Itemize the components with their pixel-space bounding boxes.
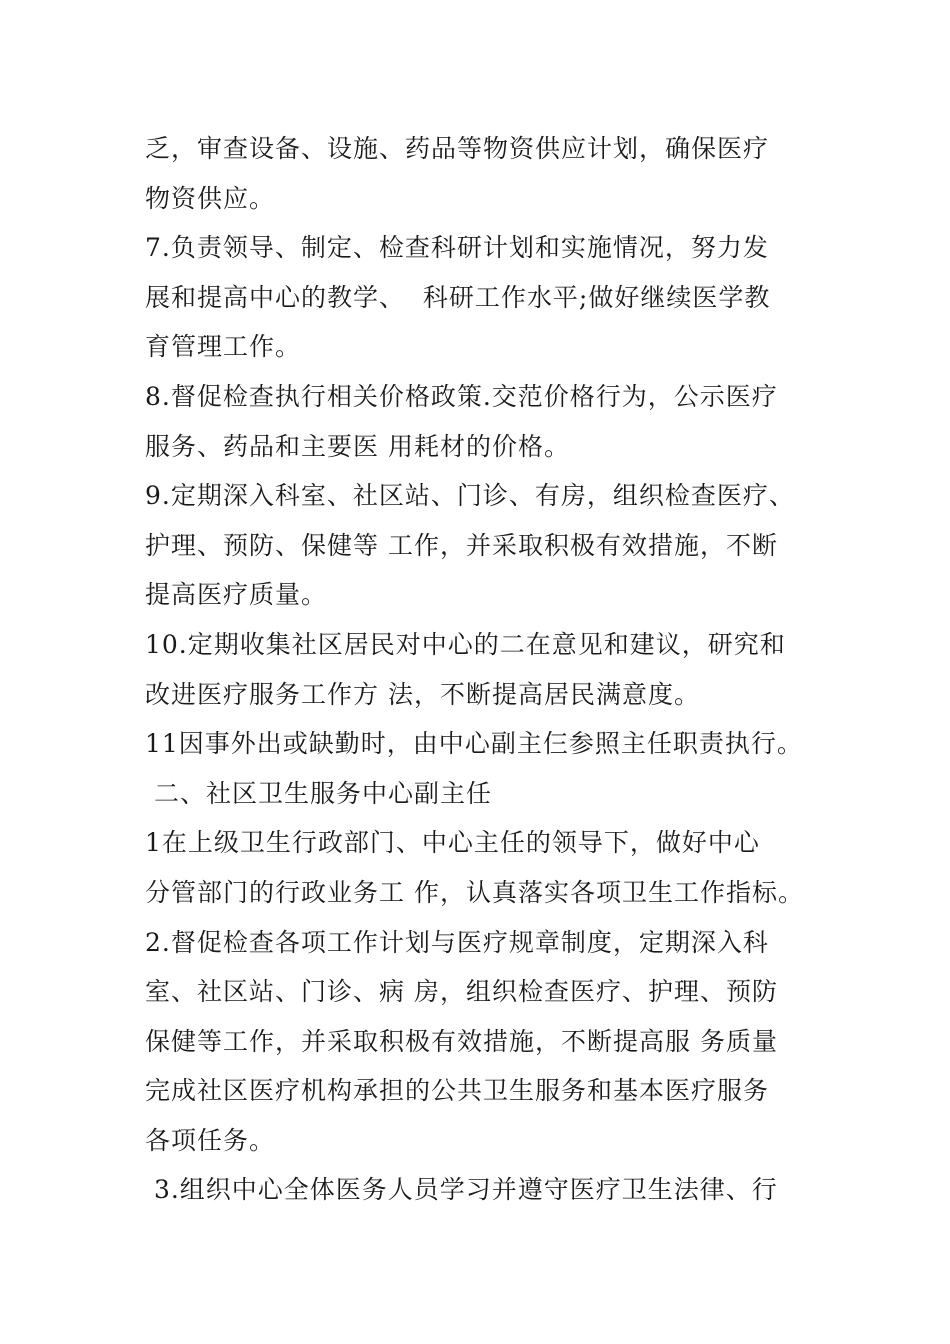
text-line: 1在上级卫生行政部门、中心主任的领导下，做好中心 <box>145 828 760 858</box>
text-line: 改进医疗服务工作方 法，不断提高居民满意度。 <box>145 679 700 709</box>
document-body <box>145 124 845 1215</box>
text-line: 2.督促检查各项工作计划与医疗规章制度，定期深入科 <box>145 927 769 957</box>
text-line: 各项任务。 <box>145 1125 276 1155</box>
text-line: 3.组织中心全体医务人员学习并遵守医疗卫生法律、行 <box>145 1175 778 1205</box>
text-line: 服务、药品和主要医 用耗材的价格。 <box>145 431 570 461</box>
text-line: 分管部门的行政业务工 作，认真落实各项卫生工作指标。 <box>145 877 804 907</box>
text-line: 9.定期深入科室、社区站、门诊、有房，组织检查医疗、 <box>145 481 795 511</box>
text-line: 11因事外出或缺勤时，由中心副主仨参照主任职责执行。 <box>145 729 803 759</box>
section-heading: 二、社区卫生服务中心副主任 <box>145 778 492 808</box>
text-line: 护理、预防、保健等 工作，并采取积极有效措施，不断 <box>145 530 778 560</box>
text-line: 7.负责领导、制定、检查科研计划和实施情况，努力发 <box>145 233 769 263</box>
text-line: 保健等工作，并采取积极有效措施，不断提高服 务质量 <box>145 1026 778 1056</box>
text-line: 展和提高中心的教学、 科研工作水平;做好继续医学教 <box>145 282 771 312</box>
text-line: 完成社区医疗机构承担的公共卫生服务和基本医疗服务 <box>145 1076 770 1106</box>
text-line: 室、社区站、门诊、病 房，组织检查医疗、护理、预防 <box>145 977 778 1007</box>
text-line: 8.督促检查执行相关价格政策.交范价格行为，公示医疗 <box>145 381 778 411</box>
text-line: 物资供应。 <box>145 183 276 213</box>
text-line: 育管理工作。 <box>145 332 302 362</box>
text-line: 提高医疗质量。 <box>145 580 328 610</box>
text-line: 10.定期收集社区居民对中心的二在意见和建议，研究和 <box>145 629 786 659</box>
text-line: 乏，审查设备、设施、药品等物资供应计划，确保医疗 <box>145 134 770 163</box>
